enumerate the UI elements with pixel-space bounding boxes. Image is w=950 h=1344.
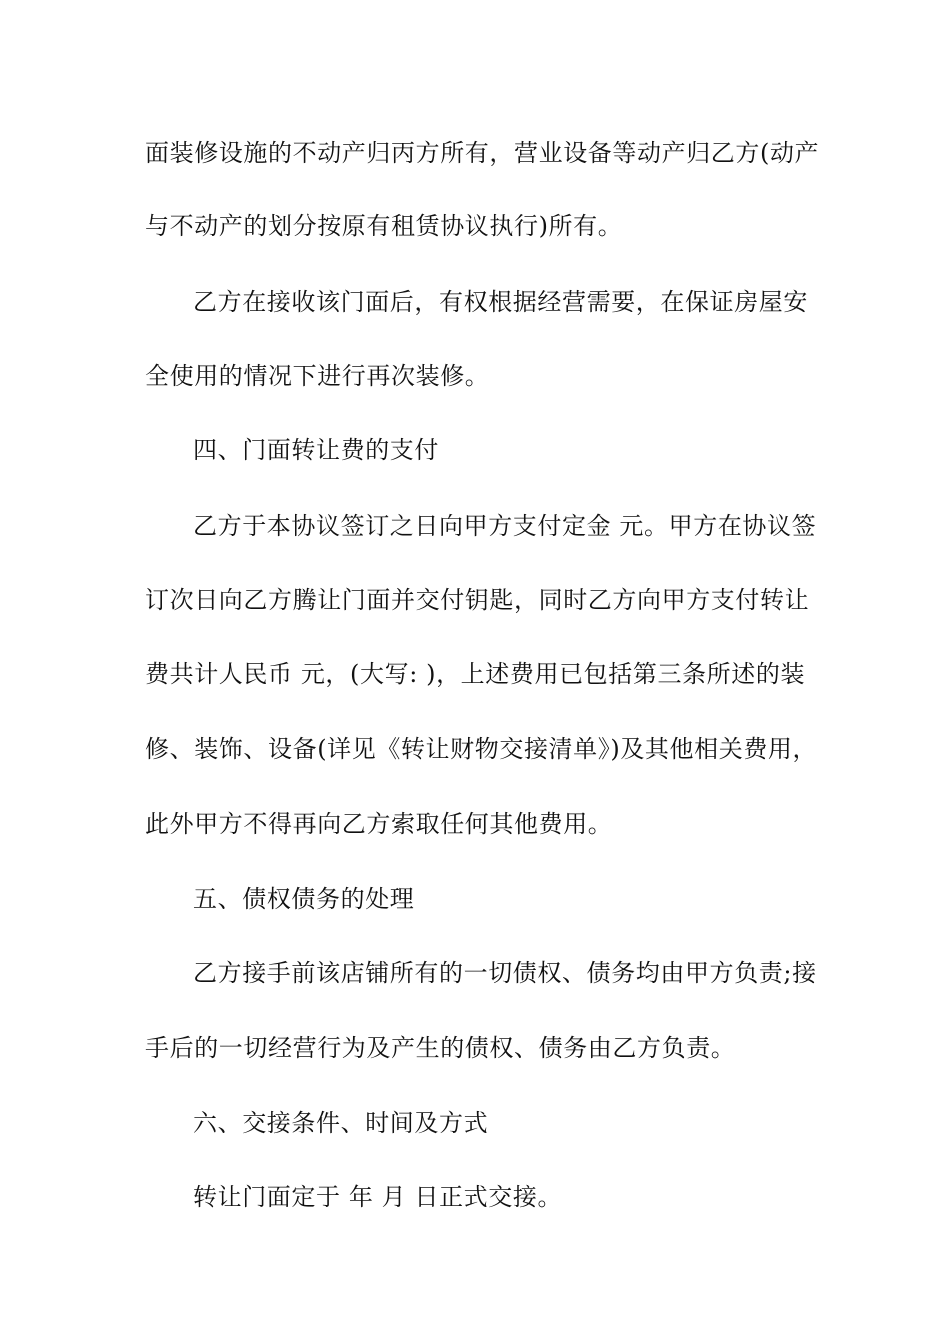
paragraph-line: 手后的一切经营行为及产生的债权、债务由乙方负责。 [145,1034,736,1062]
paragraph-line: 乙方接手前该店铺所有的一切债权、债务均由甲方负责;接 [193,959,817,987]
paragraph-line: 与不动产的划分按原有租赁协议执行)所有。 [145,212,623,240]
paragraph-line: 转让门面定于 年 月 日正式交接。 [193,1183,563,1211]
paragraph-line: 乙方于本协议签订之日向甲方支付定金 元。甲方在协议签 [193,512,817,540]
paragraph-line: 此外甲方不得再向乙方索取任何其他费用。 [145,810,613,838]
section-heading: 六、交接条件、时间及方式 [193,1109,489,1137]
paragraph-line: 全使用的情况下进行再次装修。 [145,362,490,390]
paragraph-line: 乙方在接收该门面后，有权根据经营需要，在保证房屋安 [193,288,808,316]
section-heading: 四、门面转让费的支付 [193,436,439,464]
section-heading: 五、债权债务的处理 [193,885,415,913]
paragraph-line: 订次日向乙方腾让门面并交付钥匙，同时乙方向甲方支付转让 [145,586,810,614]
paragraph-line: 费共计人民币 元，(大写: )，上述费用已包括第三条所述的装 [145,660,806,688]
paragraph-line: 面装修设施的不动产归丙方所有，营业设备等动产归乙方(动产 [145,139,820,167]
paragraph-line: 修、装饰、设备(详见《转让财物交接清单》)及其他相关费用， [145,735,818,763]
